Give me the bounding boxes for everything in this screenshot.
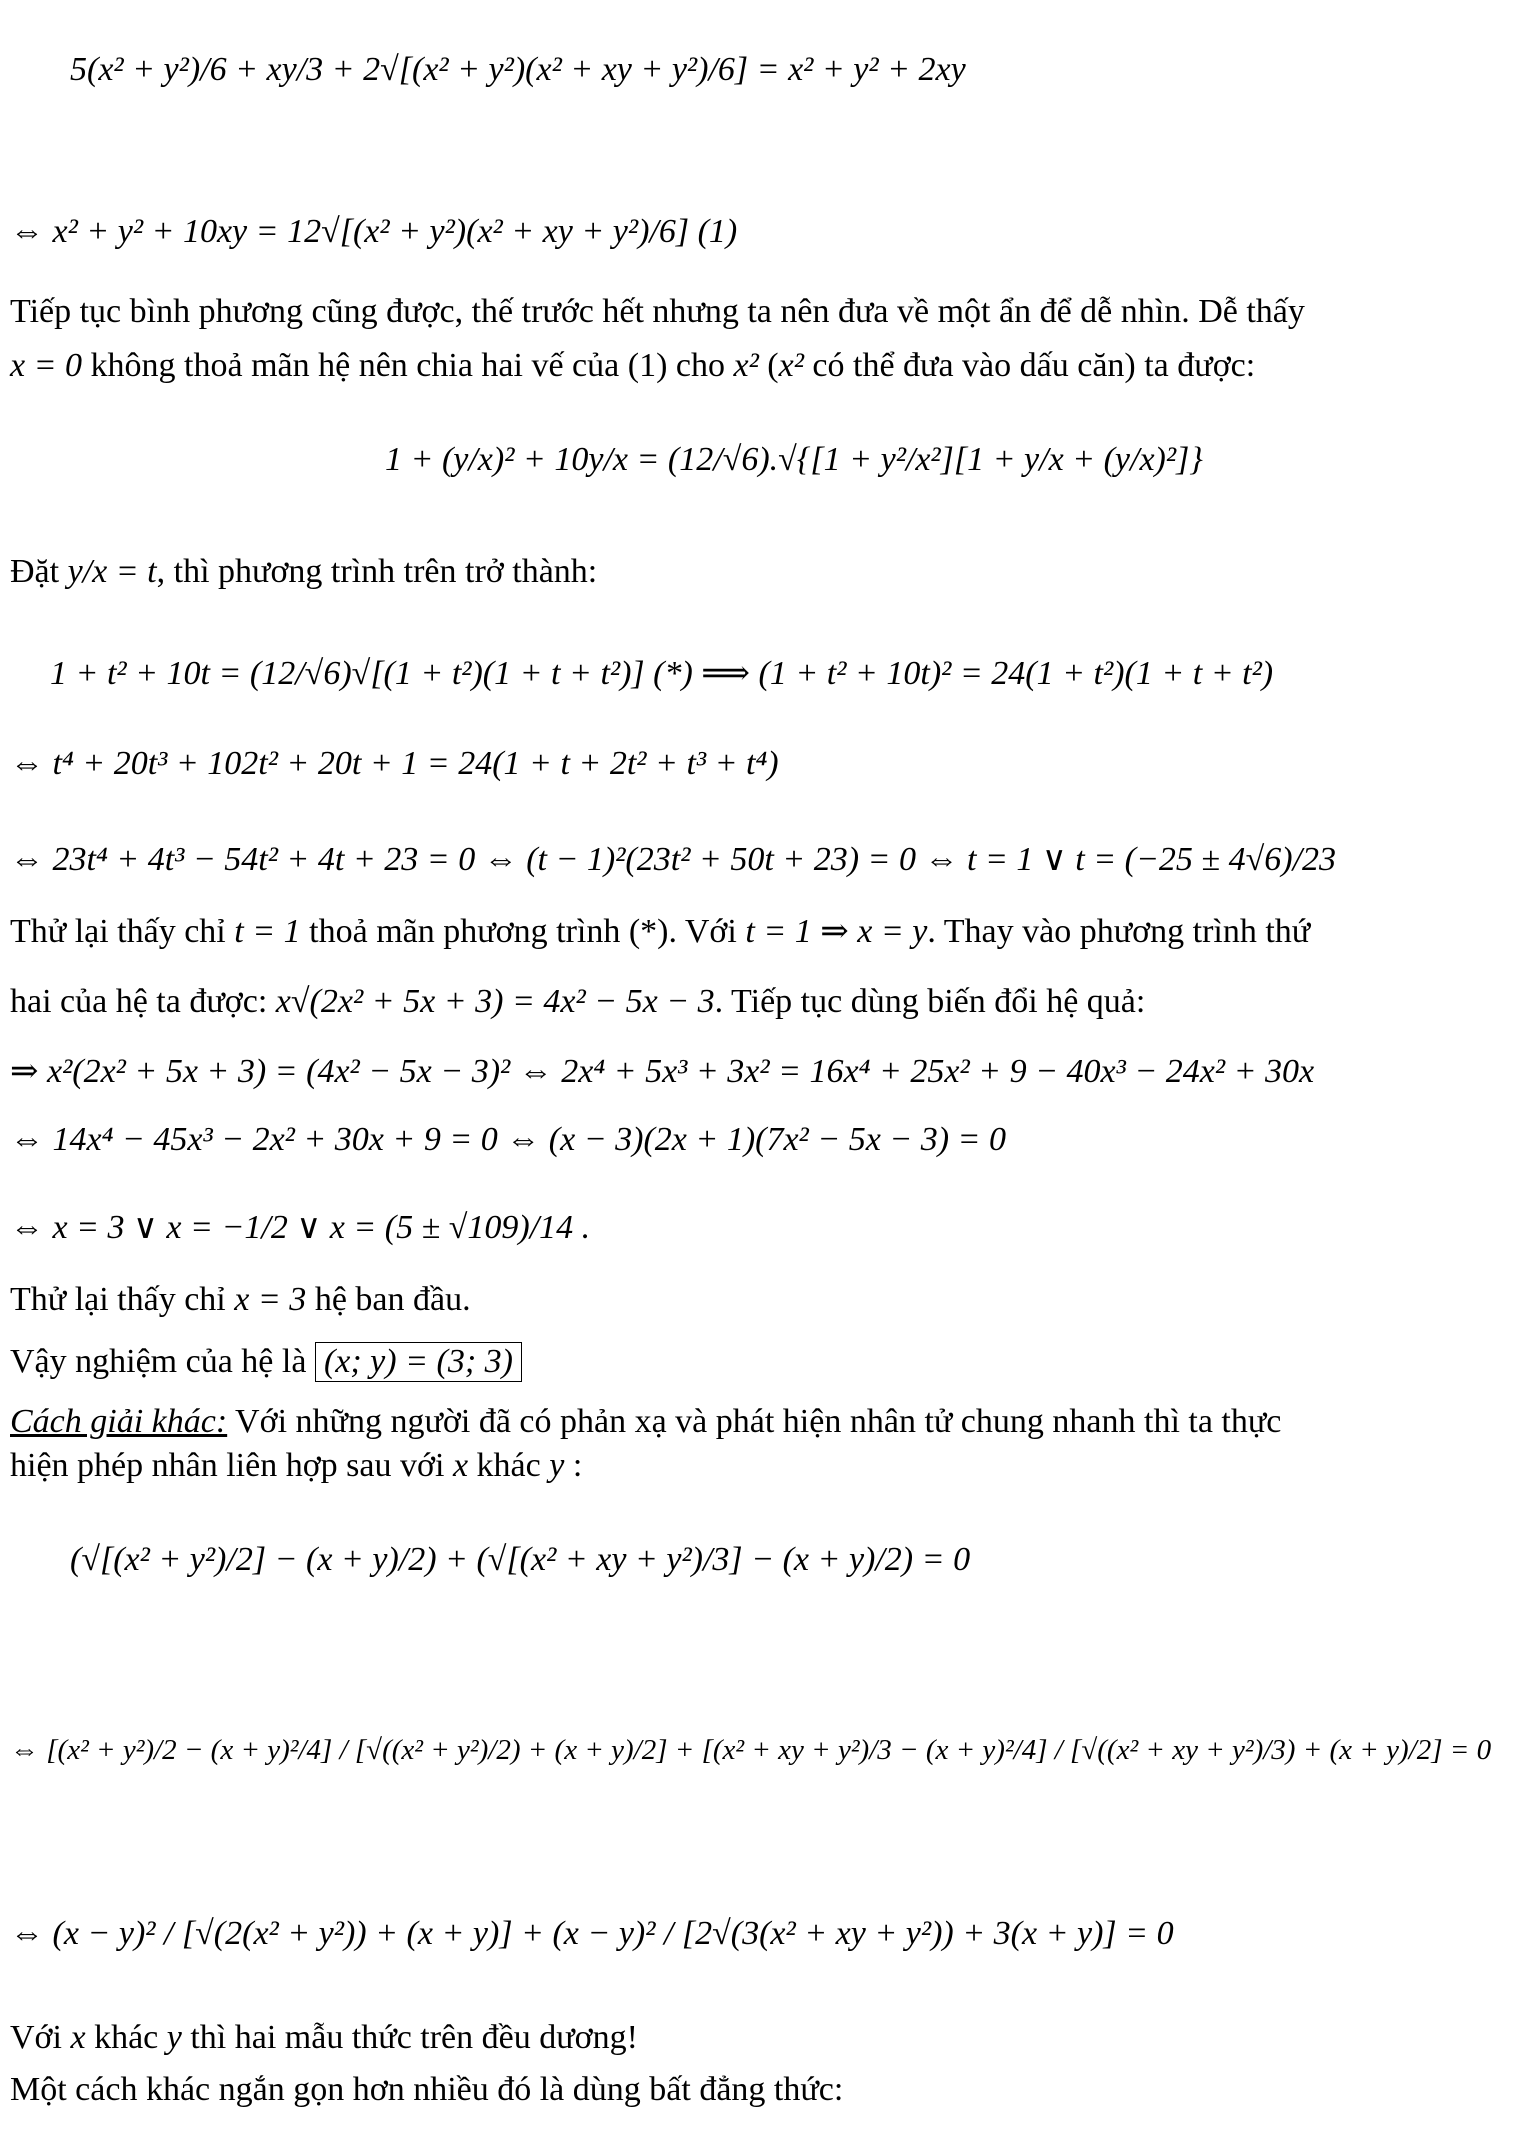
equation-3: 1 + (y/x)² + 10y/x = (12/√6).√{[1 + y²/x²][1 + y/x + (y/x)²]} [385,441,1203,478]
alt-method-label: Cách giải khác: [10,1403,228,1440]
text-run: hiện phép nhân liên hợp sau với [10,1447,453,1484]
equation-1: 5(x² + y²)/6 + xy/3 + 2√[(x² + y²)(x² + xy + y²)/6] = x² + y² + 2xy [70,51,966,88]
equation-11: ⇔ [(x² + y²)/2 − (x + y)²/4] / [√((x² + y²)/2) + (x + y)/2] + [(x² + xy + y²)/3 − (x + y)²/4] / [√((x² + xy + y²)/3) + (x + y)/2] = 0 [10,1734,1492,1766]
math-inline: x = 0 [10,347,83,384]
paragraph-1: Tiếp tục bình phương cũng được, thế trước hết nhưng ta nên đưa về một ẩn để dễ nhìn. Dễ thấy [10,293,1305,330]
equation-7: ⇒ x²(2x² + 5x + 3) = (4x² − 5x − 3)² ⇔ 2x⁴ + 5x³ + 3x² = 16x⁴ + 25x² + 9 − 40x³ − 24x² + 30x [10,1053,1315,1090]
math-inline: x² [778,347,804,384]
paragraph-10 [10,2018,638,2058]
paragraph-7 [10,1342,522,1382]
text-run: Với những người đã có phản xạ và phát hiện nhân tử chung nhanh thì ta thực [227,1403,1282,1440]
math-inline: t = 1 ⇒ x = y [745,913,928,950]
text-run: khác [468,1447,550,1484]
math-inline: t = 1 [234,913,301,950]
text-run: có thể đưa vào dấu căn) ta được: [803,347,1256,384]
math-inline: x [70,2019,86,2056]
math-inline: x² [733,347,759,384]
equation-6: ⇔ 23t⁴ + 4t³ − 54t² + 4t + 23 = 0 ⇔ (t − 1)²(23t² + 50t + 23) = 0 ⇔ t = 1 ∨ t = (−25 ± 4√6)/23 [10,841,1337,878]
text-run: không thoả mãn hệ nên chia hai vế của (1) cho [82,347,734,384]
math-inline: x√(2x² + 5x + 3) = 4x² − 5x − 3 [275,983,715,1020]
text-run: Đặt [10,553,68,590]
paragraph-5 [10,982,1145,1022]
equation-9: ⇔ x = 3 ∨ x = −1/2 ∨ x = (5 ± √109)/14 . [10,1209,591,1246]
text-run: khác [85,2019,167,2056]
equation-5: ⇔ t⁴ + 20t³ + 102t² + 20t + 1 = 24(1 + t + 2t² + t³ + t⁴) [10,745,779,782]
text-run: thoả mãn phương trình (*). Với [300,913,746,950]
math-inline: x [452,1447,469,1484]
paragraph-8 [10,1402,1281,1442]
paragraph-3 [10,552,597,592]
equation-12: ⇔ (x − y)² / [√(2(x² + y²)) + (x + y)] + (x − y)² / [2√(3(x² + xy + y²)) + 3(x + y)] = 0 [10,1915,1174,1952]
text-run: Với [10,2019,71,2056]
equation-8: ⇔ 14x⁴ − 45x³ − 2x² + 30x + 9 = 0 ⇔ (x − 3)(2x + 1)(7x² − 5x − 3) = 0 [10,1121,1006,1158]
math-inline: y/x = t [67,553,157,590]
text-run: hai của hệ ta được: [10,983,276,1020]
text-run: : [564,1447,583,1484]
paragraph-9 [10,1446,582,1486]
text-run: thì hai mẫu thức trên đều dương! [181,2019,638,2056]
math-inline: y [549,1447,565,1484]
paragraph-4 [10,912,1310,952]
text-run: . Tiếp tục dùng biến đổi hệ quả: [714,983,1146,1020]
text-run: hệ ban đầu. [306,1281,471,1318]
paragraph-6 [10,1280,471,1320]
text-run: ( [758,347,779,384]
text-run: . Thay vào phương trình thứ [927,913,1311,950]
text-run: Thử lại thấy chỉ [10,913,235,950]
equation-2: ⇔ x² + y² + 10xy = 12√[(x² + y²)(x² + xy + y²)/6] (1) [10,213,738,250]
paragraph-11: Một cách khác ngắn gọn hơn nhiều đó là dùng bất đẳng thức: [10,2071,844,2108]
answer-box: (x; y) = (3; 3) [315,1342,522,1382]
text-run: , thì phương trình trên trở thành: [156,553,598,590]
text-run: Vậy nghiệm của hệ là [10,1343,315,1380]
paragraph-2 [10,346,1255,386]
equation-10: (√[(x² + y²)/2] − (x + y)/2) + (√[(x² + xy + y²)/3] − (x + y)/2) = 0 [70,1541,971,1578]
math-inline: x = 3 [234,1281,307,1318]
text-run: Thử lại thấy chỉ [10,1281,235,1318]
math-inline: y [166,2019,182,2056]
equation-4: 1 + t² + 10t = (12/√6)√[(1 + t²)(1 + t + t²)] (*) ⟹ (1 + t² + 10t)² = 24(1 + t²)(1 + t + t²) [50,655,1274,692]
